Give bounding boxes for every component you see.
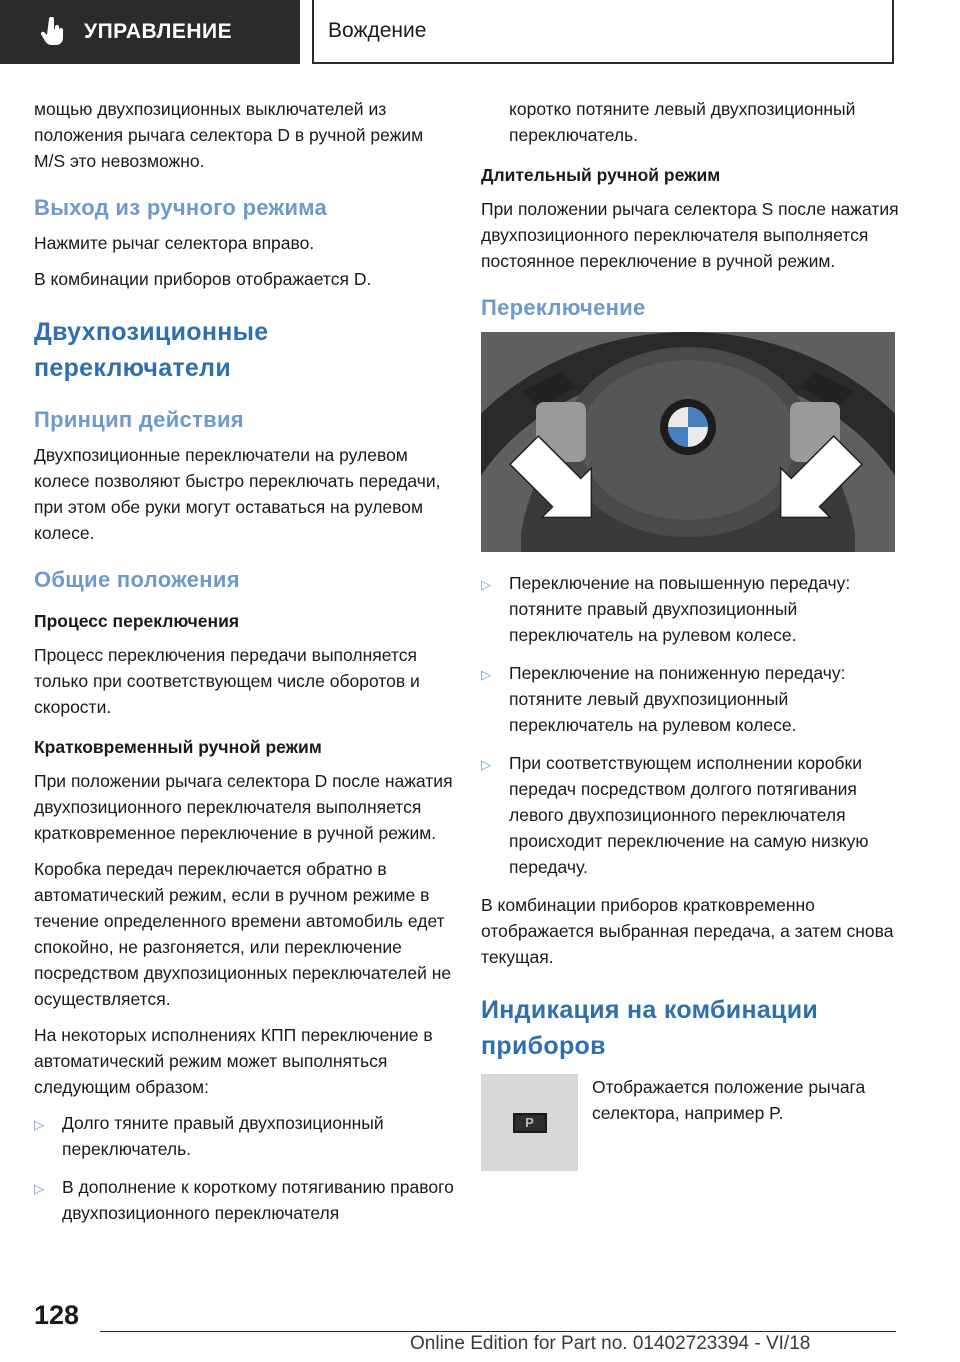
- list-item: ▷ В дополнение к короткому потягиванию правого двухпозиционного переключателя: [34, 1177, 454, 1223]
- list-item: ▷ При соответствующем исполнении коробки передач посредством долгого потягивания левого двухпозиционного переключателя происходит переключение на самую низкую передачу.: [481, 753, 869, 877]
- heading-process: Процесс переключения: [34, 611, 240, 631]
- section-title: УПРАВЛЕНИЕ: [84, 20, 233, 43]
- after-shift-paragraph: В комбинации приборов кратковременно отображается выбранная передача, а затем снова текущая.: [481, 895, 894, 967]
- continuation-paragraph: коротко потяните левый двухпозиционный переключатель.: [509, 99, 856, 145]
- page-number: 128: [34, 1300, 80, 1330]
- section-tab: [0, 0, 300, 64]
- heading-principle: Принцип действия: [34, 407, 244, 432]
- chapter-tab: [312, 0, 894, 64]
- principle-paragraph: Двухпозиционные переключатели на рулевом колесе позволяют быстро переключать передачи, при этом обе руки могут оставаться на рулевом колесе.: [34, 445, 441, 543]
- indicator-paragraph: Отображается положение рычага селектора, например P.: [592, 1077, 866, 1123]
- right-bullet-list: [481, 570, 901, 880]
- short-paragraph-2: Коробка передач переключается обратно в автоматический режим, если в ручном режиме в течение определенного времени автомобиль едет спокойно, не разгоняется, или переключение посредством двухпозиционных переключателей не осуществляется.: [34, 859, 452, 1009]
- list-item: ▷ Переключение на повышенную передачу: потяните правый двухпозиционный переключатель на рулевом колесе.: [481, 573, 851, 645]
- triangle-bullet-icon: ▷: [34, 1181, 44, 1196]
- footer-divider: [100, 1331, 896, 1332]
- triangle-bullet-icon: ▷: [481, 667, 491, 682]
- intro-paragraph: мощью двухпозиционных выключателей из положения рычага селектора D в ручной режим M/S это невозможно.: [34, 99, 424, 171]
- left-column: [34, 96, 454, 1238]
- heading-long-manual: Длительный ручной режим: [481, 165, 721, 185]
- left-bullet-list: [34, 1110, 454, 1226]
- gear-indicator: P: [513, 1113, 547, 1133]
- list-item: ▷ Долго тяните правый двухпозиционный переключатель.: [34, 1113, 384, 1159]
- indicator-image: [481, 1074, 578, 1171]
- steering-wheel-image: [481, 332, 895, 552]
- exit-paragraph-2: В комбинации приборов отображается D.: [34, 269, 372, 289]
- triangle-bullet-icon: ▷: [34, 1117, 44, 1132]
- heading-short-manual: Кратковременный ручной режим: [34, 737, 322, 757]
- heading-exit-manual: Выход из ручного режима: [34, 195, 328, 220]
- process-paragraph: Процесс переключения передачи выполняется только при соответствующем числе оборотов и скорости.: [34, 645, 420, 717]
- heading-general: Общие положения: [34, 567, 240, 592]
- long-paragraph: При положении рычага селектора S после нажатия двухпозиционного переключателя выполняется постоянное переключение в ручной режим.: [481, 199, 899, 271]
- footer-edition: Online Edition for Part no. 01402723394 - VI/18: [410, 1333, 811, 1354]
- heading-indicator: Индикация на комбинации приборов: [481, 996, 819, 1060]
- triangle-bullet-icon: ▷: [481, 757, 491, 772]
- triangle-bullet-icon: ▷: [481, 577, 491, 592]
- indicator-row: [481, 1074, 901, 1171]
- hand-pointer-icon: [40, 17, 66, 47]
- list-item: ▷ Переключение на пониженную передачу: потяните левый двухпозиционный переключатель на рулевом колесе.: [481, 663, 846, 735]
- heading-shifting: Переключение: [481, 295, 646, 320]
- short-paragraph-1: При положении рычага селектора D после нажатия двухпозиционного переключателя выполняется кратковременное переключение в ручной режим.: [34, 771, 453, 843]
- short-paragraph-3: На некоторых исполнениях КПП переключение в автоматический режим может выполняться следующим образом:: [34, 1025, 433, 1097]
- chapter-title: Вождение: [328, 19, 427, 42]
- heading-paddles: Двухпозиционные переключатели: [34, 318, 269, 382]
- exit-paragraph-1: Нажмите рычаг селектора вправо.: [34, 233, 315, 253]
- right-column: [481, 96, 901, 1171]
